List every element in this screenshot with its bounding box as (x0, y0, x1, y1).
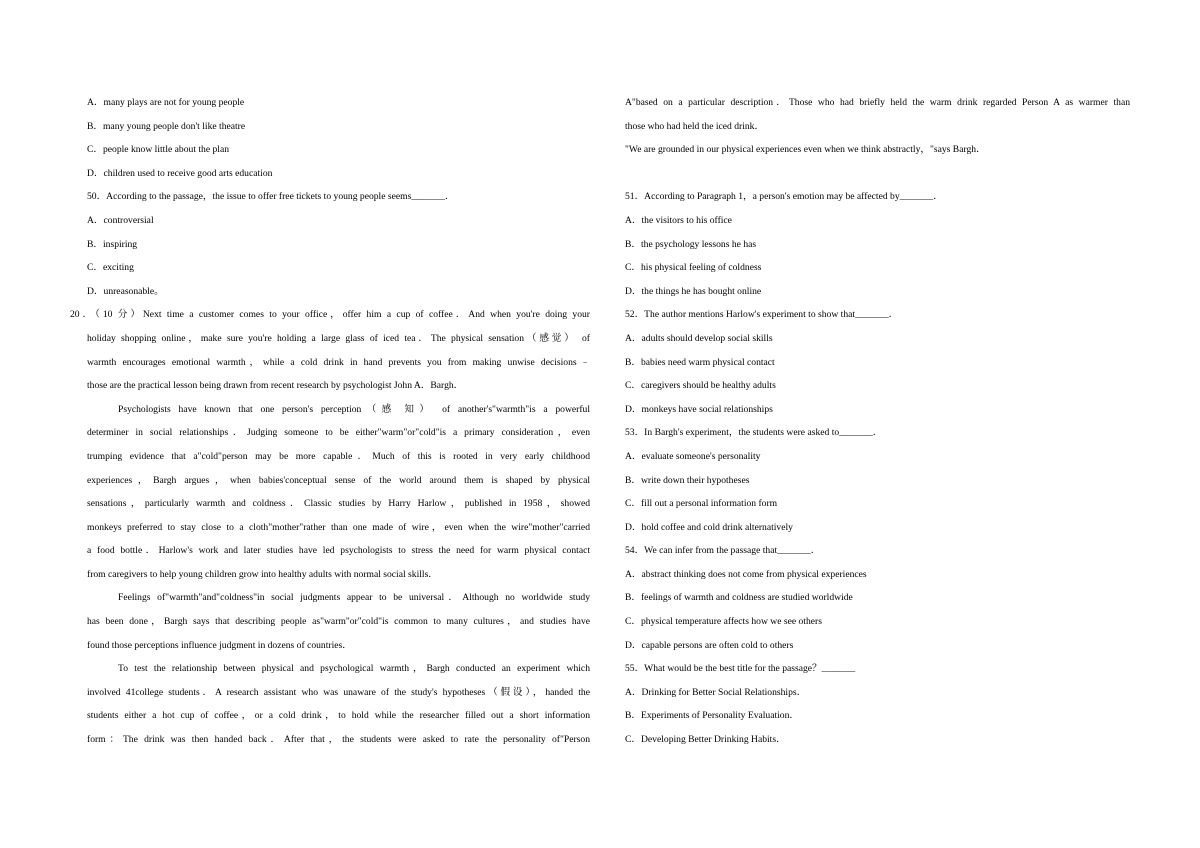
text-line: students either a hot cup of coffee，or a cold drink，to hold while the researcher filled out a short information (87, 710, 590, 722)
text-line: 51．According to Paragraph 1，a person's emotion may be affected by_______． (625, 191, 943, 203)
text-line: A．the visitors to his office (625, 214, 732, 226)
text-line: "We are grounded in our physical experiences even when we think abstractly，"says Bargh． (625, 144, 986, 156)
text-line: 52．The author mentions Harlow's experiment to show that_______． (625, 309, 899, 321)
text-line: those who had held the iced drink． (625, 120, 765, 132)
text-line: A．evaluate someone's personality (625, 450, 761, 462)
right-column (625, 91, 1130, 752)
text-line: 53．In Bargh's experiment，the students were asked to_______． (625, 427, 883, 439)
text-line: B．feelings of warmth and coldness are studied worldwide (625, 592, 853, 604)
text-line: D．children used to receive good arts education (87, 167, 273, 179)
text-line: 54．We can infer from the passage that_______． (625, 545, 821, 557)
text-line: determiner in social relationships．Judging someone to be either"warm"or"cold"is a primary consideration，even (87, 427, 590, 439)
text-line: warmth encourages emotional warmth，while a cold drink in hand prevents you from making unwise decisions﹣ (87, 356, 590, 368)
text-line: holiday shopping online，make sure you're holding a large glass of iced tea．The physical sensation（感觉） of (87, 332, 590, 344)
text-line: C．his physical feeling of coldness (625, 262, 762, 274)
text-line: B．Experiments of Personality Evaluation． (625, 710, 799, 722)
text-line: To test the relationship between physical and psychological warmth，Bargh conducted an experiment which (118, 663, 590, 675)
text-line: B．the psychology lessons he has (625, 238, 757, 250)
text-line: Psychologists have known that one person's perception（感 知） of another's"warmth"is a powerful (118, 403, 590, 415)
text-line: 50．According to the passage，the issue to offer free tickets to young people seems_______． (87, 191, 455, 203)
text-line: Feelings of"warmth"and"coldness"in social judgments appear to be universal．Although no worldwide study (118, 592, 590, 604)
text-line: found those perceptions influence judgment in dozens of countries． (87, 639, 352, 651)
text-line: A．abstract thinking does not come from physical experiences (625, 568, 867, 580)
text-line: form：The drink was then handed back．After that，the students were asked to rate the personality of"Person (87, 734, 590, 746)
text-line: D．monkeys have social relationships (625, 403, 773, 415)
text-line: B．babies need warm physical contact (625, 356, 775, 368)
text-line: D．capable persons are often cold to others (625, 639, 794, 651)
text-line: 20．（10 分）Next time a customer comes to your office，offer him a cup of coffee．And when you're doing your (70, 309, 590, 321)
text-line: A"based on a particular description．Those who had briefly held the warm drink regarded Person A as warmer than (625, 97, 1130, 108)
text-line: C．fill out a personal information form (625, 498, 778, 510)
blank-line (625, 162, 1130, 186)
text-line: A．Drinking for Better Social Relationships． (625, 686, 807, 698)
text-line: involved 41college students．A research assistant who was unaware of the study's hypotheses（假设），handed the (87, 686, 590, 698)
text-line: B．inspiring (87, 238, 138, 250)
text-line: C．Developing Better Drinking Habits． (625, 734, 786, 746)
text-line: D．the things he has bought online (625, 285, 762, 297)
text-line: C．caregivers should be healthy adults (625, 380, 776, 392)
text-line: trumping evidence that a"cold"person may be more capable．Much of this is rooted in very early childhood (87, 450, 590, 462)
text-line: has been done，Bargh says that describing people as"warm"or"cold"is common to many cultures，and studies have (87, 616, 590, 628)
text-line: B．many young people don't like theatre (87, 120, 246, 132)
text-line: those are the practical lesson being drawn from recent research by psychologist John A．Bargh． (87, 380, 464, 392)
text-line: A．adults should develop social skills (625, 332, 773, 344)
left-column (70, 91, 590, 752)
text-line: A．many plays are not for young people (87, 97, 245, 108)
text-line: B．write down their hypotheses (625, 474, 750, 486)
text-line: 55．What would be the best title for the passage？_______ (625, 663, 856, 675)
text-line: a food bottle．Harlow's work and later studies have led psychologists to stress the need for warm physical contact (87, 545, 590, 557)
text-line: C．exciting (87, 262, 134, 274)
text-line: D．hold coffee and cold drink alternatively (625, 521, 793, 533)
text-line: experiences，Bargh argues，when babies'conceptual sense of the world around them is shaped by physical (87, 474, 590, 486)
text-line: C．physical temperature affects how we see others (625, 616, 822, 628)
text-line: A．controversial (87, 214, 154, 226)
text-line: monkeys preferred to stay close to a cloth"mother"rather than one made of wire，even when the wire"mother"carried (87, 521, 590, 533)
text-line: sensations，particularly warmth and coldness．Classic studies by Harry Harlow，published in 1958，showed (87, 498, 590, 510)
text-line: D．unreasonable。 (87, 285, 164, 297)
text-line: from caregivers to help young children grow into healthy adults with normal social skills． (87, 568, 438, 580)
text-line: C．people know little about the plan (87, 144, 230, 156)
